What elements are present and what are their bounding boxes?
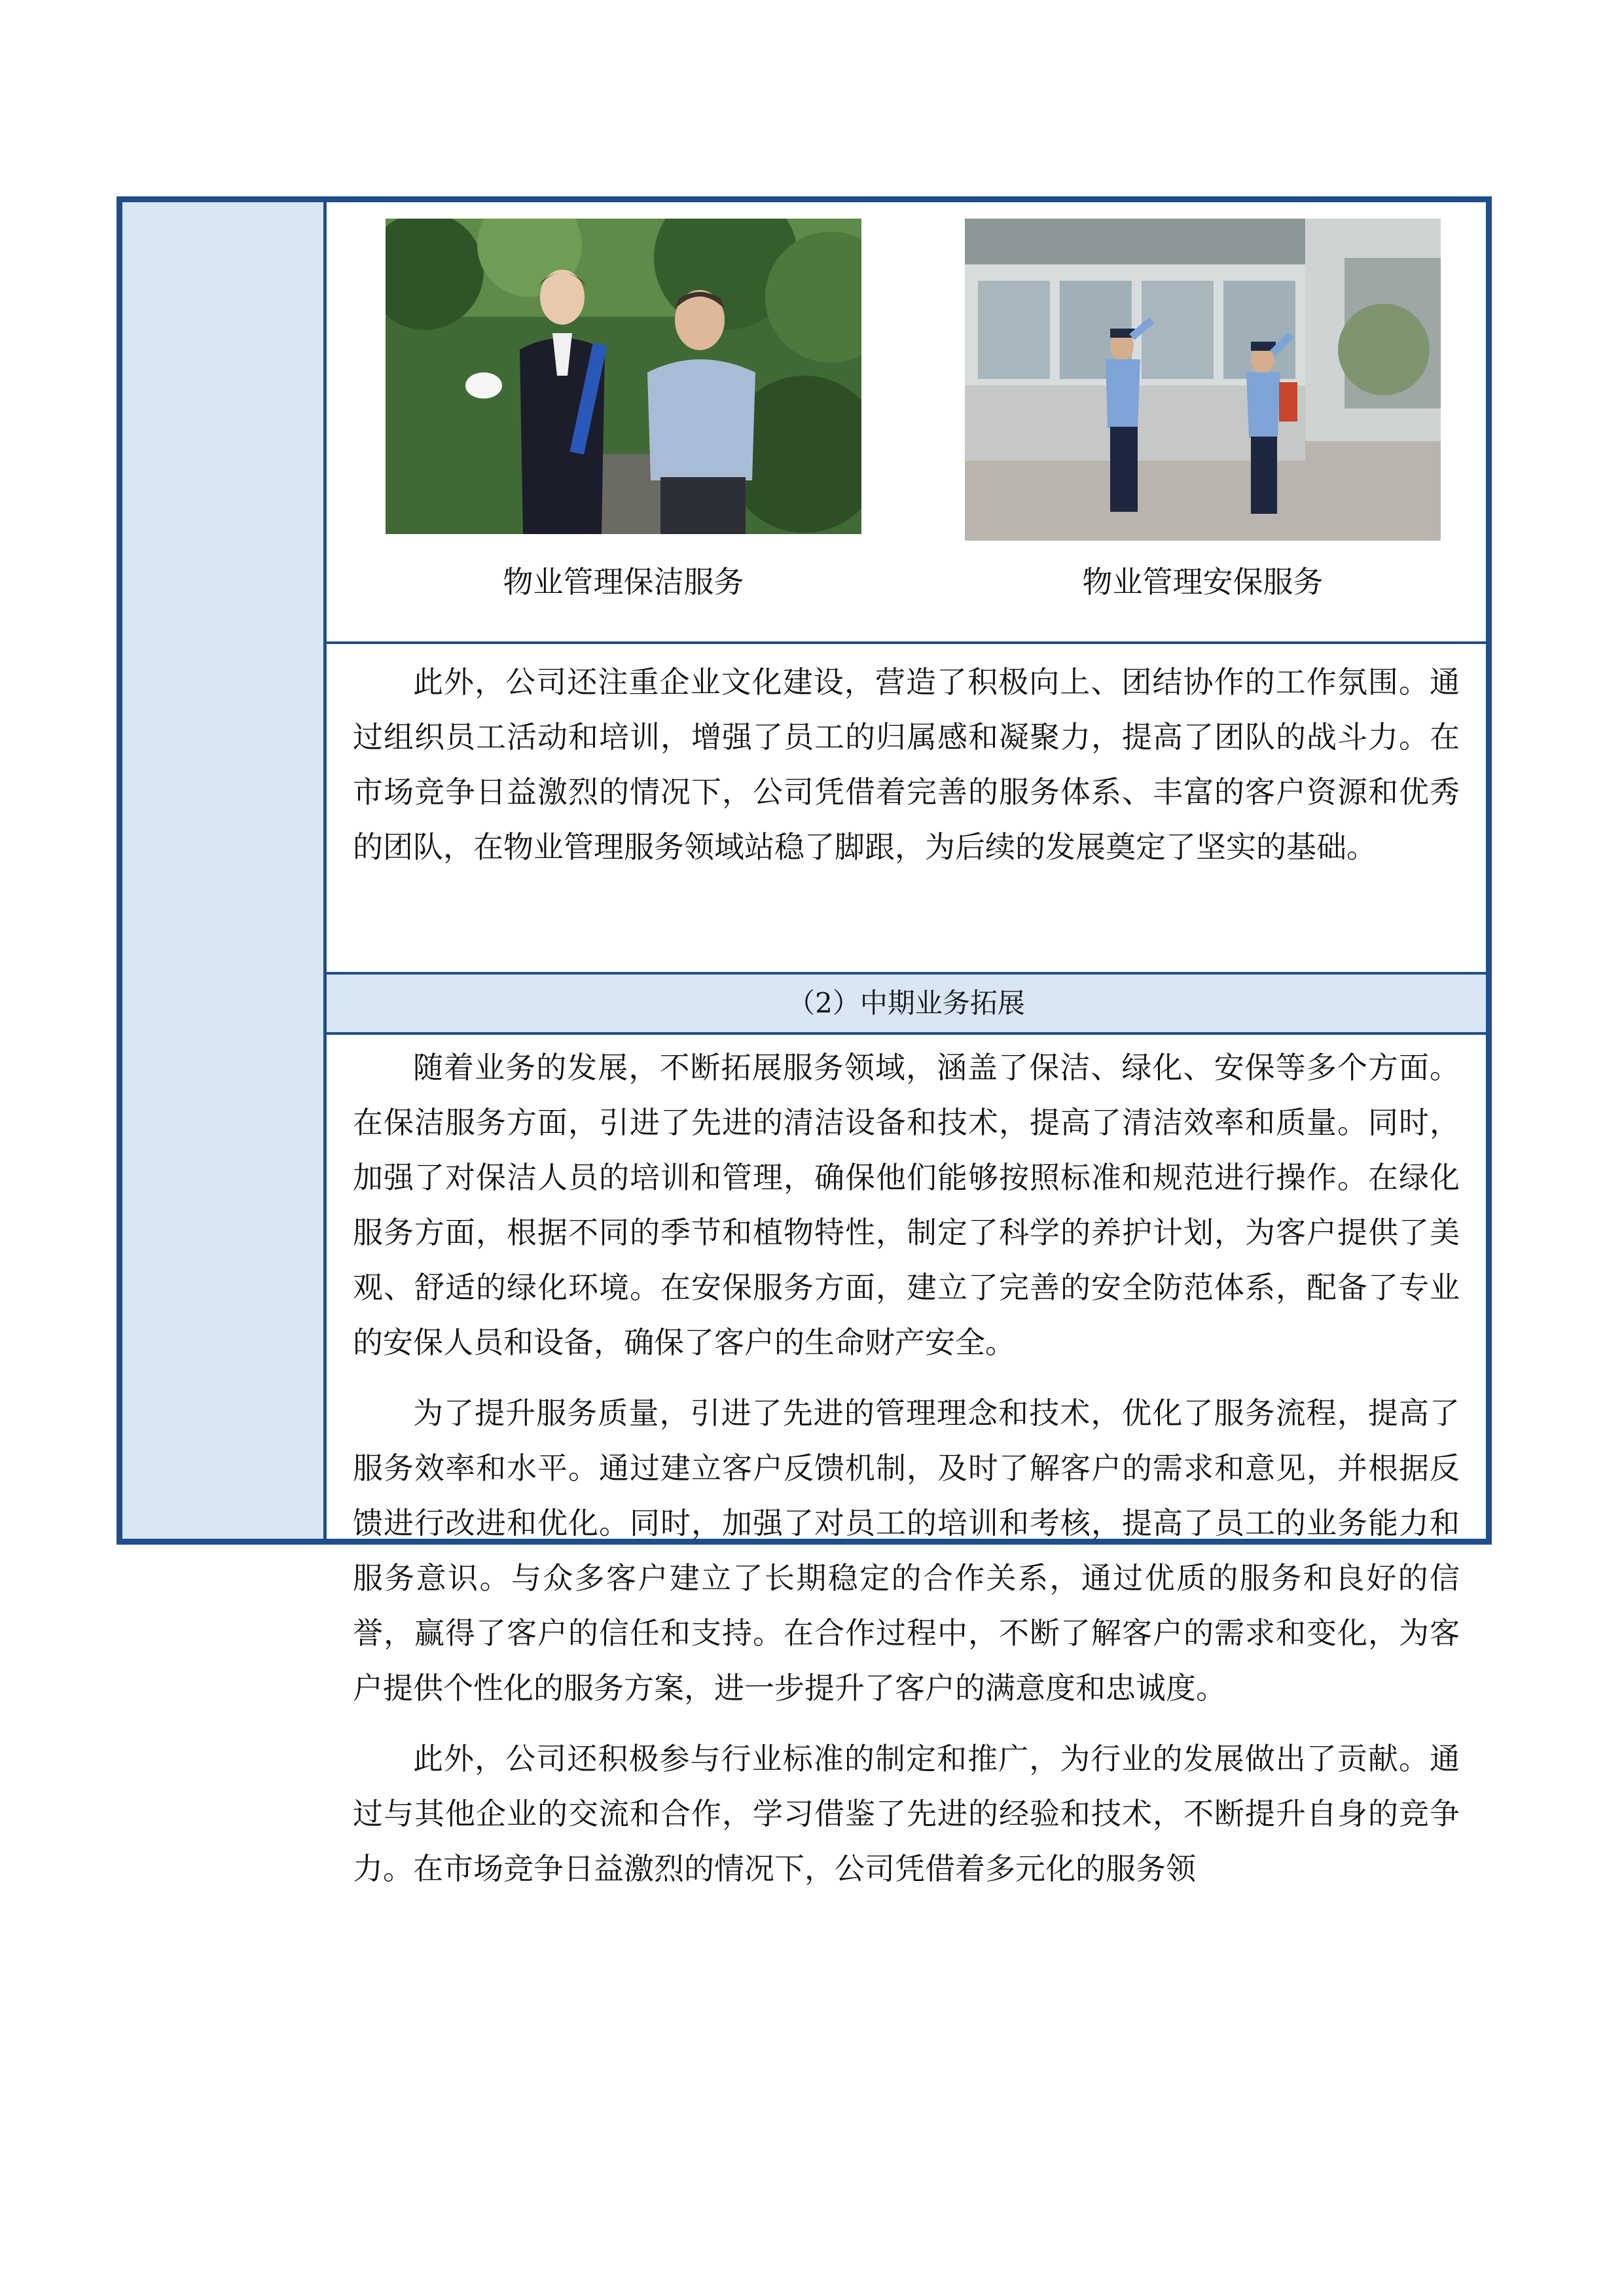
section-heading: （2）中期业务拓展: [787, 987, 1025, 1019]
image-row: [327, 202, 1486, 644]
photo-cleaning-service: [386, 219, 861, 534]
caption-security-service: 物业管理安保服务: [1082, 564, 1324, 600]
caption-cleaning-service: 物业管理保洁服务: [503, 564, 744, 600]
paragraph-culture: 此外，公司还注重企业文化建设，营造了积极向上、团结协作的工作氛围。通过组织员工活动和培训，增强了员工的归属感和凝聚力，提高了团队的战斗力。在市场竞争日益激烈的情况下，公司凭借着完善的服务体系、丰富的客户资源和优秀的团队，在物业管理服务领域站稳了脚跟，为后续的发展奠定了坚实的基础。: [353, 664, 1460, 865]
section-body-row: [327, 1035, 1486, 1886]
paragraph-service-quality: 为了提升服务质量，引进了先进的管理理念和技术，优化了服务流程，提高了服务效率和水平。通过建立客户反馈机制，及时了解客户的需求和意见，并根据反馈进行改进和优化。同时，加强了对员工的培训和考核，提高了员工的业务能力和服务意识。与众多客户建立了长期稳定的合作关系，通过优质的服务和良好的信誉，赢得了客户的信任和支持。在合作过程中，不断了解客户的需求和变化，为客户提供个性化的服务方案，进一步提升了客户的满意度和忠诚度。: [353, 1395, 1460, 1706]
content-table: [117, 196, 1492, 1886]
table-left-column: [122, 202, 327, 1539]
paragraph-industry-standards: 此外，公司还积极参与行业标准的制定和推广，为行业的发展做出了贡献。通过与其他企业的交流和合作，学习借鉴了先进的经验和技术，不断提升自身的竞争力。在市场竞争日益激烈的情况下，公司凭借着多元化的服务领: [353, 1741, 1460, 1886]
culture-paragraph-row: [327, 644, 1486, 975]
table-right-column: [327, 202, 1486, 1886]
paragraph-service-expansion: 随着业务的发展，不断拓展服务领域，涵盖了保洁、绿化、安保等多个方面。在保洁服务方面，引进了先进的清洁设备和技术，提高了清洁效率和质量。同时，加强了对保洁人员的培训和管理，确保他们能够按照标准和规范进行操作。在绿化服务方面，根据不同的季节和植物特性，制定了科学的养护计划，为客户提供了美观、舒适的绿化环境。在安保服务方面，建立了完善的安全防范体系，配备了专业的安保人员和设备，确保了客户的生命财产安全。: [353, 1050, 1460, 1360]
section-heading-row: [327, 975, 1486, 1035]
photo-security-service: [965, 219, 1441, 541]
